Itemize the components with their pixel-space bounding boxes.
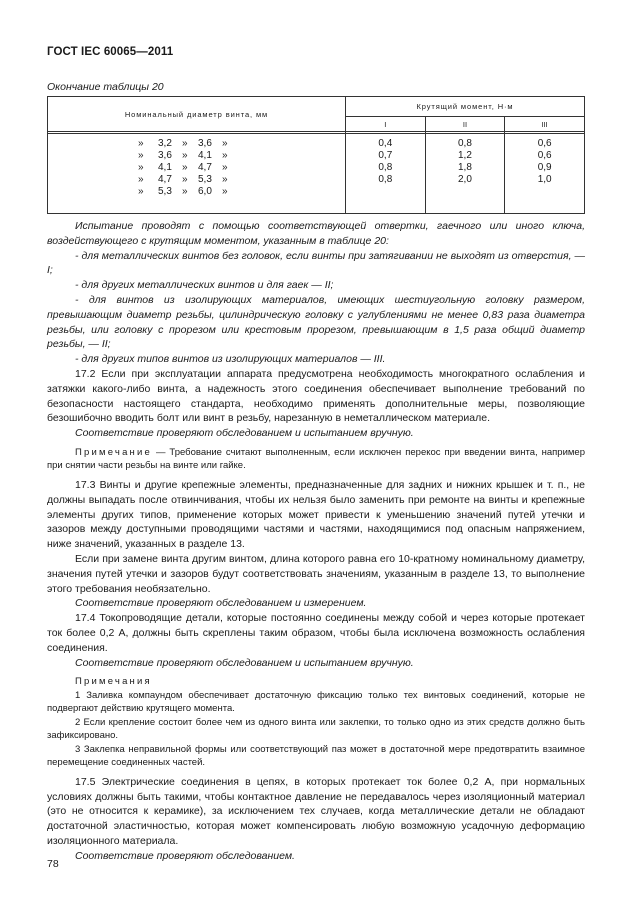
compliance-line: Соответствие проверяют обследованием и испытанием вручную. (75, 656, 414, 669)
ditto-mark: » (138, 186, 144, 197)
ditto-mark: » (222, 174, 228, 185)
diameter-value: 4,1 (158, 162, 172, 173)
paragraph: 17.2 Если при эксплуатации аппарата предусмотрена необходимость многократного ослабления и затяжки какого-либо винта, а надежность этого соединения обеспечивает выполнение требований по безопасности настоящего стандарта, необходимо применять дополнительные меры, позволяющие безошибочно вводить болт или винт в резьбу, нарезанную в неметаллическом материале. (47, 367, 585, 425)
diameter-value: 5,3 (158, 186, 172, 197)
compliance-line: Соответствие проверяют обследованием. (75, 849, 295, 862)
ditto-mark: » (222, 138, 228, 149)
note (47, 446, 585, 473)
diameter-value: 4,7 (158, 174, 172, 185)
ditto-mark: » (182, 186, 188, 197)
list-item: - для других типов винтов из изолирующих материалов — III. (75, 353, 386, 366)
paragraph: Испытание проводят с помощью соответствующей отвертки, гаечного или иного ключа, воздействующего с крутящим моментом, указанным в таблице 20: (47, 220, 585, 247)
diameter-value: 4,1 (198, 150, 212, 161)
torque-value: 0,9 (537, 162, 552, 173)
torque-value: 0,6 (537, 150, 552, 161)
page-header-standard: ГОСТ IEC 60065—2011 (47, 46, 174, 58)
torque-value: 0,6 (537, 138, 552, 149)
torque-value: 0,8 (458, 138, 472, 149)
torque-value (426, 186, 505, 198)
torque-value: 1,8 (458, 162, 472, 173)
torque-value (505, 186, 584, 198)
note-text: — Требование считают выполненным, если исключен перекос при введении винта, например при снятии части резьбы на винте или гайке. (47, 446, 585, 472)
torque-col-3-cell (505, 134, 585, 214)
diameter-range (48, 138, 345, 150)
ditto-mark: » (182, 138, 188, 149)
diameter-value: 3,6 (198, 138, 212, 149)
torque-value: 0,4 (378, 138, 393, 149)
note-label: Примечание (75, 446, 152, 458)
ditto-mark: » (182, 150, 188, 161)
torque-col-1-cell (346, 134, 426, 214)
ditto-mark: » (182, 162, 188, 173)
ditto-mark: » (138, 162, 144, 173)
torque-value: 0,8 (378, 162, 393, 173)
compliance-line: Соответствие проверяют обследованием и испытанием вручную. (75, 427, 414, 440)
torque-value: 2,0 (458, 174, 472, 185)
paragraph: 17.4 Токопроводящие детали, которые постоянно соединены между собой и через которые протекает ток более 0,2 А, должны быть скреплены таким образом, чтобы была исключена возможность ослабления соединения. (47, 612, 585, 654)
note: 3 Заклепка неправильной формы или соответствующий паз может в достаточной мере предотвратить взаимное перемещение соединенных частей. (47, 743, 585, 769)
paragraph: 17.5 Электрические соединения в цепях, в которых протекает ток более 0,2 А, при нормальных условиях должны быть такими, чтобы контактное давление не передавалось через изоляционный материал (это не относится к керамике), за исключением тех случаев, когда металлические детали не обладают достаточной эластичностью, которая может компенсировать любую возможную усадочную деформацию изоляционного материала. (47, 775, 585, 847)
ditto-mark: » (138, 150, 144, 161)
ditto-mark: » (222, 150, 228, 161)
torque-column-header: Крутящий момент, Н·м (346, 97, 585, 117)
diameter-range (48, 162, 345, 174)
ditto-mark: » (138, 174, 144, 185)
diameter-value: 5,3 (198, 174, 212, 185)
list-item: - для винтов из изолирующих материалов, имеющих шестиугольную головку размером, превышающим диаметр резьбы, цилиндрическую головку с углублениями не менее 0,83 раза диаметра резьбы, или головку с прорезом или крестовым прорезом, превышающим в 1,5 раза общий диаметр резьбы, — II; (47, 293, 585, 351)
diameter-value: 6,0 (198, 186, 212, 197)
notes-label: Примечания (75, 676, 152, 688)
diameter-value: 3,2 (158, 138, 172, 149)
torque-value: 0,8 (378, 174, 393, 185)
diameter-range (48, 186, 345, 198)
paragraph: 17.3 Винты и другие крепежные элементы, предназначенные для задних и нижних крышек и т. п., не должны выпадать после отвинчивания, чтобы их нельзя было заменить при ремонте на винты и крепежные элементы других типов, применение которых может привести к уменьшению значений путей утечки и зазоров между доступными проводящими частями и частями, находящимися под опасным напряжением, ниже значений, указанных в разделе 13. (47, 478, 585, 551)
ditto-mark: » (222, 186, 228, 197)
main-text (47, 219, 585, 864)
diameter-value: 4,7 (198, 162, 212, 173)
paragraph: Если при замене винта другим винтом, длина которого равна его 10-кратному номинальному диаметру, значения путей утечки и зазоров будут соответствовать значениям, указанным в разделе 13, то выполнение этого требования необязательно. (47, 552, 585, 595)
torque-subheader-2: II (425, 117, 505, 132)
torque-col-2-cell (425, 134, 505, 214)
note: 2 Если крепление состоит более чем из одного винта или заклепки, то только одно из этих средств должно быть зафиксировано. (47, 716, 585, 742)
diameter-value: 3,6 (158, 150, 172, 161)
ditto-mark: » (222, 162, 228, 173)
torque-subheader-1: I (346, 117, 426, 132)
ditto-mark: » (138, 138, 144, 149)
diameter-cell (48, 134, 346, 214)
torque-value: 1,0 (537, 174, 552, 185)
diameter-range (48, 150, 345, 162)
diameter-range (48, 174, 345, 186)
table-caption: Окончание таблицы 20 (47, 81, 164, 93)
torque-subheader-3: III (505, 117, 585, 132)
torque-table (47, 96, 585, 214)
list-item: - для других металлических винтов и для гаек — II; (75, 279, 334, 292)
compliance-line: Соответствие проверяют обследованием и измерением. (75, 597, 367, 610)
list-item: - для металлических винтов без головок, если винты при затягивании не выходят из отверстия, — I; (47, 249, 585, 277)
ditto-mark: » (182, 174, 188, 185)
torque-value (346, 186, 425, 198)
page-number: 78 (47, 858, 59, 870)
note: 1 Заливка компаундом обеспечивает достаточную фиксацию только тех винтовых соединений, которые не подвергают действию крутящего момента. (47, 689, 585, 715)
diameter-column-header: Номинальный диаметр винта, мм (48, 97, 346, 132)
torque-value: 1,2 (458, 150, 472, 161)
torque-value: 0,7 (378, 150, 393, 161)
